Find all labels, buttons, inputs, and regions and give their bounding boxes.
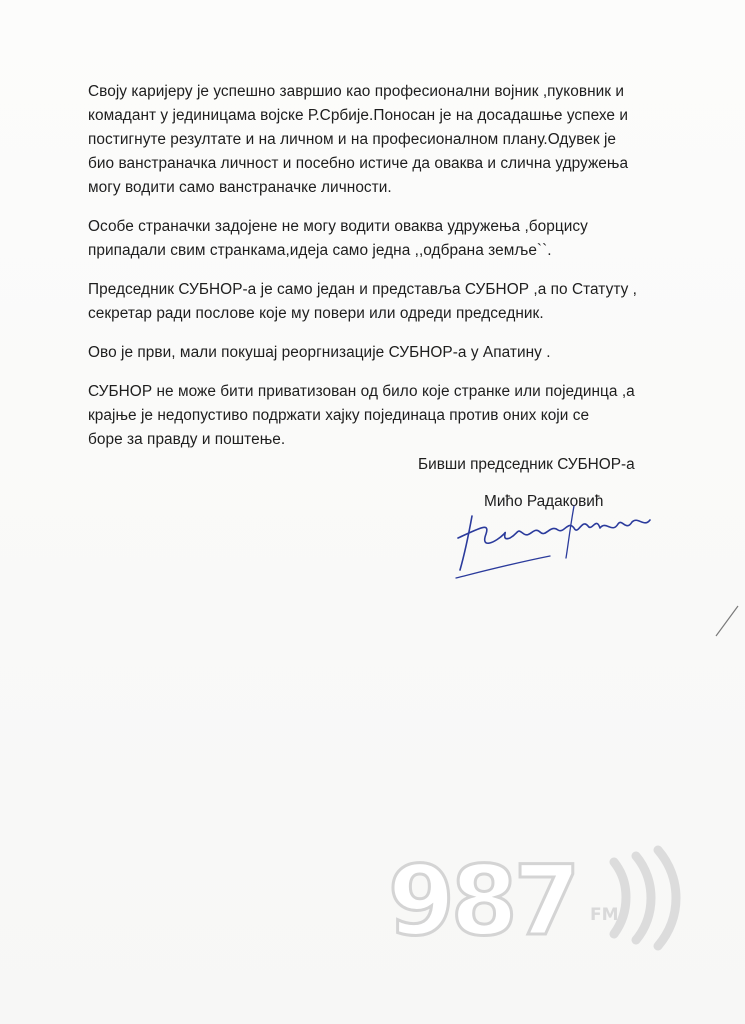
svg-text:987: 987 <box>388 845 577 952</box>
watermark-fm-label: FM <box>590 905 619 925</box>
radio-987fm-watermark <box>378 842 698 952</box>
closing-title: Бивши председник СУБНОР-а <box>418 456 635 473</box>
letter-body <box>88 80 668 467</box>
paragraph-president-statute: Председник СУБНОР-а је само један и представља СУБНОР ,а по Статуту , секретар ради послове које му повери или одреди председник. <box>88 281 637 322</box>
signatory-name: Мићо Радаковић <box>484 493 604 510</box>
scan-edge-mark <box>712 600 742 640</box>
handwritten-signature <box>450 498 670 588</box>
paragraph-career: Своју каријеру је успешно завршио као професионални војник ,пуковник и комадант у јединицама војске Р.Србије.Поносан је на досадашње успехе и постигнуте резултате и на личном и на професионалном плану.Одувек је био ванстраначка личност и посебно истиче да оваква и слична удружења могу водити само ванстраначке личности. <box>88 83 629 196</box>
paragraph-reorganization: Ово је први, мали покушај реоргнизације СУБНОР-а у Апатину . <box>88 344 551 361</box>
paragraph-party-members: Особе страначки задојене не могу водити оваква удружења ,борцису припадали свим странкама,идеја само једна ,,одбрана земље``. <box>88 218 588 259</box>
paragraph-privatization: СУБНОР не може бити приватизован од било које странке или појединца ,а крајње је недопустиво подржати хајку појединаца против оних који се боре за правду и поштење. <box>88 383 635 448</box>
